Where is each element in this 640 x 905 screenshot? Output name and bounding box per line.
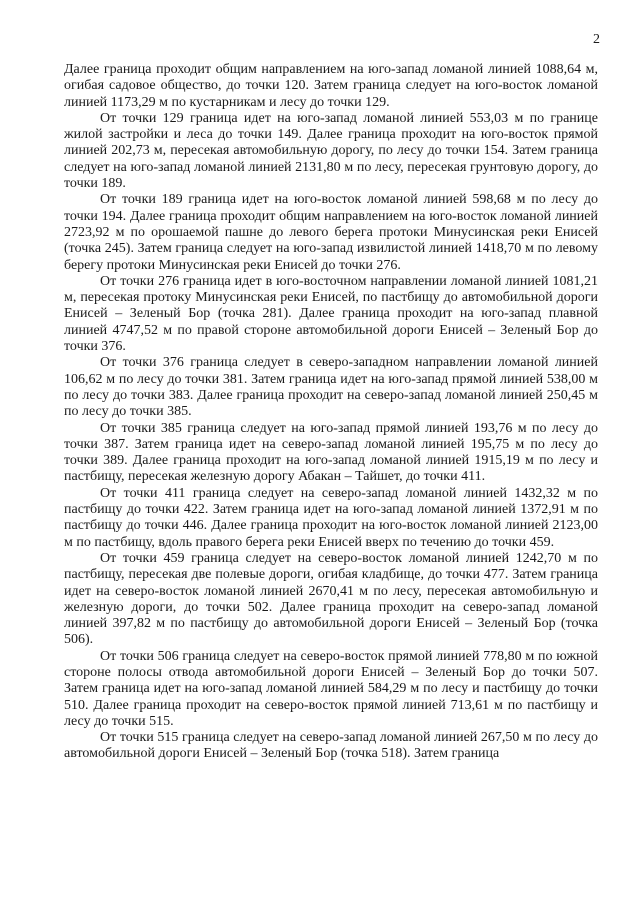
paragraph: От точки 129 граница идет на юго-запад ломаной линией 553,03 м по границе жилой застройки и леса до точки 149. Далее граница проходит на юго-восток прямой линией 202,73 м, пересекая автомобильную дорогу, по лесу до точки 154. Затем граница следует на юго-запад ломаной линией 2131,80 м по лесу, пересекая грунтовую дорогу, до точки 189. (64, 110, 598, 192)
paragraph: От точки 189 граница идет на юго-восток ломаной линией 598,68 м по лесу до точки 194. Далее граница проходит общим направлением на юго-восток ломаной линией 2723,92 м по орошаемой пашне до левого берега протоки Минусинская реки Енисей (точка 245). Затем граница следует на юго-запад извилистой линией 1418,70 м по левому берегу протоки Минусинская реки Енисей до точки 276. (64, 192, 598, 273)
paragraph: От точки 385 граница следует на юго-запад прямой линией 193,76 м по лесу до точки 387. Затем граница идет на северо-запад ломаной линией 195,75 м по лесу до точки 389. Далее граница проходит на юго-запад ломаной линией 1915,19 м по лесу и пастбищу, пересекая железную дорогу Абакан – Тайшет, до точки 411. (64, 420, 598, 485)
paragraph: От точки 506 граница следует на северо-восток прямой линией 778,80 м по южной стороне полосы отвода автомобильной дороги Енисей – Зеленый Бор до точки 507. Затем граница идет на юго-запад ломаной линией 584,29 м по лесу и пастбищу до точки 510. Далее граница проходит на северо-восток прямой линией 713,61 м по пастбищу и лесу до точки 515. (64, 648, 598, 729)
paragraph: Далее граница проходит общим направлением на юго-запад ломаной линией 1088,64 м, огибая садовое общество, до точки 120. Затем граница следует на юго-восток ломаной линией 1173,29 м по кустарникам и лесу до точки 129. (64, 62, 598, 110)
paragraph: От точки 515 граница следует на северо-запад ломаной линией 267,50 м по лесу до автомобильной дороги Енисей – Зеленый Бор (точка 518). Затем граница (64, 730, 598, 762)
page-number: 2 (593, 32, 600, 47)
paragraph: От точки 411 граница следует на северо-запад ломаной линией 1432,32 м по пастбищу до точки 422. Затем граница идет на юго-запад ломаной линией 1372,91 м по пастбищу до точки 446. Далее граница проходит на юго-восток ломаной линией 2123,00 м по пастбищу, вдоль правого берега реки Енисей вверх по течению до точки 459. (64, 485, 598, 550)
paragraph: От точки 376 граница следует в северо-западном направлении ломаной линией 106,62 м по лесу до точки 381. Затем граница идет на юго-запад прямой линией 538,00 м по лесу до точки 383. Далее граница проходит на северо-запад ломаной линией 250,45 м по лесу до точки 385. (64, 355, 598, 420)
paragraph: От точки 276 граница идет в юго-восточном направлении ломаной линией 1081,21 м, пересекая протоку Минусинская реки Енисей, по пастбищу до автомобильной дороги Енисей – Зеленый Бор (точка 281). Далее граница проходит на юго-запад плавной линией 4747,52 м по правой стороне автомобильной дороги Енисей – Зеленый Бор до точки 376. (64, 273, 598, 355)
document-body (64, 62, 598, 763)
paragraph: От точки 459 граница следует на северо-восток ломаной линией 1242,70 м по пастбищу, пересекая две полевые дороги, огибая кладбище, до точки 477. Затем граница идет на северо-восток ломаной линией 2670,41 м по лесу, пересекая автомобильную и железную дороги, до точки 502. Далее граница проходит на северо-запад ломаной линией 397,82 м по пастбищу до автомобильной дороги Енисей – Зеленый Бор (точка 506). (64, 550, 598, 648)
